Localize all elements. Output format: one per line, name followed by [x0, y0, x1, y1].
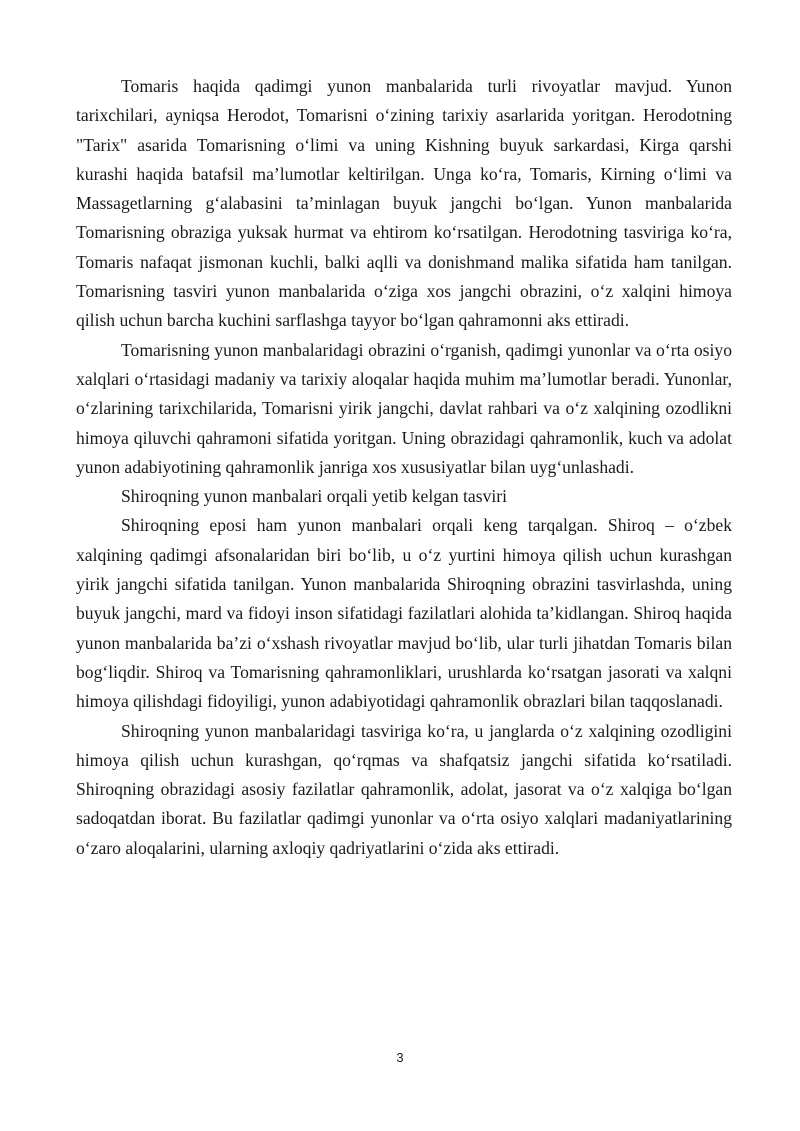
document-page — [76, 72, 732, 863]
paragraph-shiroq-epos: Shiroqning eposi ham yunon manbalari orqali keng tarqalgan. Shiroq – oʻzbek xalqining qadimgi afsonalaridan biri boʻlib, u oʻz yurtini himoya qilish uchun kurashgan yirik jangchi sifatida tanilgan. Yunon manbalarida Shiroqning obrazini tasvirlashda, uning buyuk jangchi, mard va fidoyi inson sifatidagi fazilatlari alohida taʼkidlangan. Shiroq haqida yunon manbalarida baʼzi oʻxshash rivoyatlar mavjud boʻlib, ular turli jihatdan Tomaris bilan bogʻliqdir. Shiroq va Tomarisning qahramonliklari, urushlarda koʻrsatgan jasorati va xalqni himoya qilishdagi fidoyiligi, yunon adabiyotidagi qahramonlik obrazlari bilan taqqoslanadi. — [76, 515, 732, 712]
paragraph-tomaris-sources: Tomaris haqida qadimgi yunon manbalarida turli rivoyatlar mavjud. Yunon tarixchilari, ayniqsa Herodot, Tomarisni oʻzining tarixiy asarlarida yoritgan. Herodotning "Tarix" asarida Tomarisning oʻlimi va uning Kishning buyuk sarkardasi, Kirga qarshi kurashi haqida batafsil maʼlumotlar keltirilgan. Unga koʻra, Tomaris, Kirning oʻlimi va Massagetlarning gʻalabasini taʼminlagan buyuk jangchi boʻlgan. Yunon manbalarida Tomarisning obraziga yuksak hurmat va ehtirom koʻrsatilgan. Herodotning tasviriga koʻra, Tomaris nafaqat jismonan kuchli, balki aqlli va donishmand malika sifatida ham tanilgan. Tomarisning tasviri yunon manbalarida oʻziga xos jangchi obrazini, oʻz xalqini himoya qilish uchun barcha kuchini sarflashga tayyor boʻlgan qahramonni aks ettiradi. — [76, 76, 732, 331]
section-heading: Shiroqning yunon manbalari orqali yetib kelgan tasviri — [121, 486, 508, 507]
paragraph-tomaris-image: Tomarisning yunon manbalaridagi obrazini oʻrganish, qadimgi yunonlar va oʻrta osiyo xalqlari oʻrtasidagi madaniy va tarixiy aloqalar haqida muhim maʼlumotlar beradi. Yunonlar, oʻzlarining tarixchilarida, Tomarisni yirik jangchi, davlat rahbari va oʻz xalqining ozodlikni himoya qiluvchi qahramoni sifatida yoritgan. Uning obrazidagi qahramonlik, kuch va adolat yunon adabiyotining qahramonlik janriga xos xususiyatlar bilan uygʻunlashadi. — [76, 339, 732, 477]
paragraph-shiroq-depiction: Shiroqning yunon manbalaridagi tasviriga koʻra, u janglarda oʻz xalqining ozodligini himoya qilish uchun kurashgan, qoʻrqmas va shafqatsiz jangchi sifatida koʻrsatiladi. Shiroqning obrazidagi asosiy fazilatlar qahramonlik, adolat, jasorat va oʻz xalqiga boʻlgan sadoqatdan iborat. Bu fazilatlar qadimgi yunonlar va oʻrta osiyo xalqlari madaniyatlarining oʻzaro aloqalarini, ularning axloqiy qadriyatlarini oʻzida aks ettiradi. — [76, 720, 732, 858]
page-number: 3 — [396, 1050, 404, 1065]
